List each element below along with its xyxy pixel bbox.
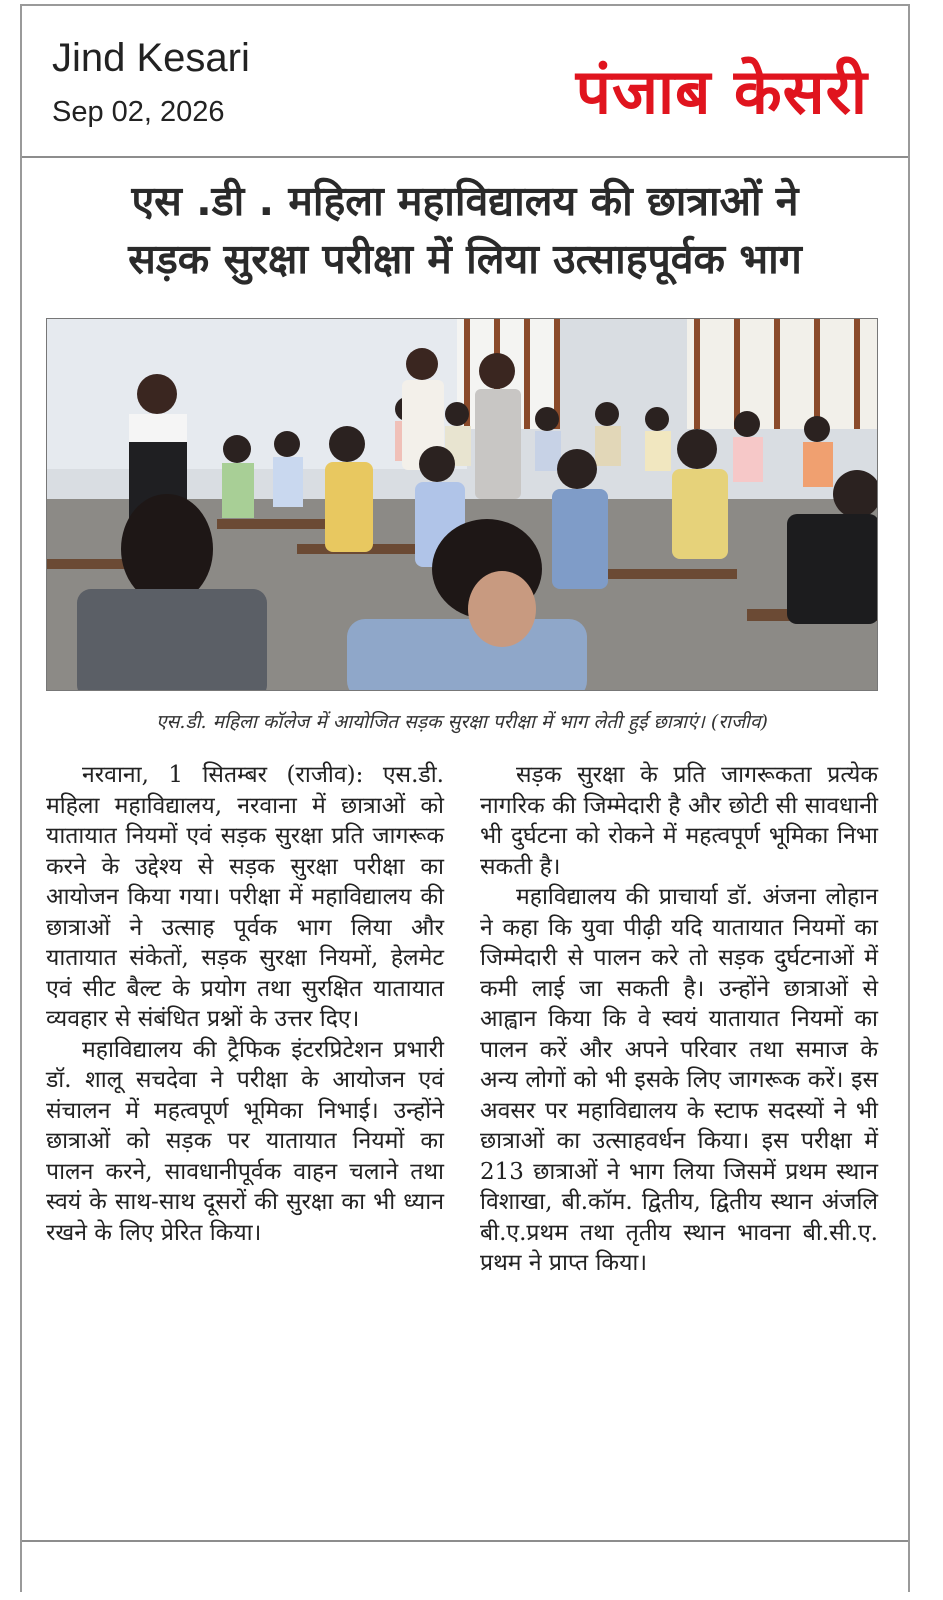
headline-line-2: सड़क सुरक्षा परीक्षा में लिया उत्साहपूर्वक भाग [128,235,802,283]
newspaper-masthead-logo: पंजाब केसरी [575,55,868,128]
column2-paragraph-2: महाविद्यालय की प्राचार्या डॉ. अंजना लोहान ने कहा कि युवा पीढ़ी यदि यातायात नियमों का जिम्मेदारी से पालन करे तो सड़क दुर्घटनाओं में कमी लाई जा सकती है। उन्होंने छात्राओं से आह्वान किया कि वे स्वयं यातायात नियमों का पालन करें और अपने परिवार तथा समाज के अन्य लोगों को भी इसके लिए जागरूक करें। इस अवसर पर महाविद्यालय के स्टाफ सदस्यों ने भी छात्राओं का उत्साहवर्धन किया। इस परीक्षा में 213 छात्राओं ने भाग लिया जिसमें प्रथम स्थान विशाखा, बी.कॉम. द्वितीय, द्वितीय स्थान अंजलि बी.ए.प्रथम तथा तृतीय स्थान भावना बी.सी.ए. प्रथम ने प्राप्त किया। [480,884,878,1276]
publication-date: Sep 02, 2026 [52,96,225,128]
article-column-2 [480,760,878,1279]
footer-divider [22,1540,908,1542]
page-header [22,6,908,156]
edition-name: Jind Kesari [52,36,250,80]
photo-caption: एस.डी. महिला कॉलेज में आयोजित सड़क सुरक्षा परीक्षा में भाग लेती हुई छात्राएं। (राजीव) [156,711,768,733]
article-headline [22,172,908,288]
column2-paragraph-1: सड़क सुरक्षा के प्रति जागरूकता प्रत्येक नागरिक की जिम्मेदारी है और छोटी सी सावधानी भी दुर्घटना को रोकने में महत्वपूर्ण भूमिका निभा सकती है। [480,762,878,880]
column1-paragraph-1: नरवाना, 1 सितम्बर (राजीव): एस.डी. महिला महाविद्यालय, नरवाना में छात्राओं को यातायात नियमों एवं सड़क सुरक्षा प्रति जागरूक करने के उद्देश्य से सड़क सुरक्षा परीक्षा का आयोजन किया गया। परीक्षा में महाविद्यालय की छात्राओं ने उत्साह पूर्वक भाग लिया और यातायात संकेतों, सड़क सुरक्षा नियमों, हेलमेट एवं सीट बैल्ट के प्रयोग तथा सुरक्षित यातायात व्यवहार से संबंधित प्रश्नों के उत्तर दिए। [46,762,444,1032]
headline-line-1: एस .डी . महिला महाविद्यालय की छात्राओं ने [131,177,799,225]
column1-paragraph-2: महाविद्यालय की ट्रैफिक इंटरप्रिटेशन प्रभारी डॉ. शालू सचदेवा ने परीक्षा के आयोजन एवं संचालन में महत्वपूर्ण भूमिका निभाई। उन्होंने छात्राओं को सड़क पर यातायात नियमों का पालन करने, सावधानीपूर्वक वाहन चलाने तथा स्वयं के साथ-साथ दूसरों की सुरक्षा का भी ध्यान रखने के लिए प्रेरित किया। [46,1036,444,1246]
article-photo [46,318,878,691]
header-divider [22,156,908,158]
article-column-1 [46,760,444,1248]
